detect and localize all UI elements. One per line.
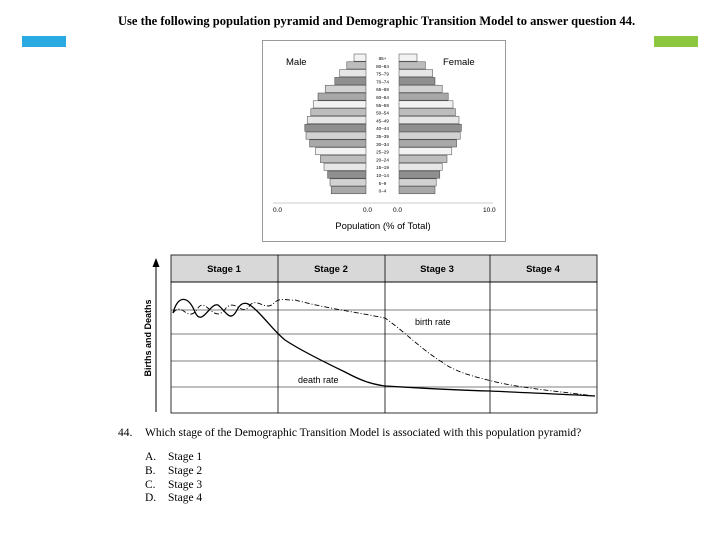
age-group-label: 0–4	[378, 188, 387, 194]
option-letter: A.	[145, 451, 157, 463]
option-text: Stage 2	[168, 465, 203, 477]
answer-option-b[interactable]	[145, 465, 202, 477]
age-group-label: 80–84	[376, 63, 389, 69]
answer-option-c[interactable]	[145, 479, 202, 491]
male-bar	[335, 77, 366, 84]
female-bar	[399, 109, 455, 116]
male-bar	[328, 171, 366, 178]
female-bar	[399, 163, 442, 170]
male-bar	[306, 132, 366, 139]
age-group-label: 20–24	[376, 157, 389, 163]
age-group-label: 55–59	[376, 102, 389, 108]
option-text: Stage 1	[168, 451, 203, 463]
male-bar	[331, 187, 366, 194]
population-pyramid	[262, 40, 506, 242]
female-bar	[399, 62, 425, 69]
female-bar	[399, 171, 440, 178]
age-group-label: 75–79	[376, 71, 389, 77]
option-text: Stage 4	[168, 492, 203, 504]
pyramid-chart	[263, 41, 505, 241]
option-letter: D.	[145, 492, 157, 504]
male-bar	[310, 140, 366, 147]
age-group-label: 25–29	[376, 149, 389, 155]
stage-4-label: Stage 4	[526, 264, 560, 275]
answer-option-a[interactable]	[145, 451, 202, 463]
age-group-label: 30–34	[376, 141, 389, 147]
stage-1-label: Stage 1	[207, 264, 241, 275]
x-tick-left-inner: 0.0	[363, 207, 373, 214]
age-group-label: 35–39	[376, 134, 389, 139]
female-bar	[399, 179, 436, 186]
male-bar	[325, 85, 366, 92]
age-group-label: 5–9	[378, 180, 387, 186]
age-group-label: 15–19	[376, 165, 389, 171]
age-group-label: 45–49	[376, 118, 389, 124]
female-bar	[399, 77, 435, 84]
y-axis-arrow-icon	[153, 258, 160, 267]
male-bar	[313, 101, 366, 108]
male-bar	[324, 163, 366, 170]
age-group-label: 60–64	[376, 95, 389, 100]
age-group-label: 65–69	[376, 87, 389, 93]
y-axis-label: Births and Deaths	[143, 299, 153, 377]
option-letter: B.	[145, 465, 156, 477]
x-axis-label: Population (% of Total)	[335, 221, 431, 232]
female-bar	[399, 124, 461, 131]
page-heading: Use the following population pyramid and Demographic Transition Model to answer question 44.	[118, 14, 636, 28]
male-bar	[318, 93, 366, 100]
female-bar	[399, 85, 442, 92]
female-bar	[399, 140, 457, 147]
female-bar	[399, 70, 433, 77]
age-group-label: 40–44	[376, 126, 389, 132]
death-rate-line	[173, 299, 595, 396]
question-44	[118, 427, 581, 439]
male-bar	[347, 62, 366, 69]
female-bar	[399, 54, 417, 61]
age-group-label: 10–14	[376, 173, 389, 178]
option-letter: C.	[145, 479, 156, 491]
female-bar	[399, 116, 459, 123]
female-bar	[399, 132, 460, 139]
female-bar	[399, 148, 452, 155]
female-bar	[399, 93, 448, 100]
stage-2-label: Stage 2	[314, 264, 348, 275]
male-bar	[305, 124, 366, 131]
age-group-label: 70–74	[376, 79, 389, 85]
x-tick-right-outer: 10.0	[483, 207, 496, 214]
dtm-chart	[130, 250, 605, 420]
male-bar	[307, 116, 366, 123]
option-text: Stage 3	[168, 479, 203, 491]
answer-option-d[interactable]	[145, 492, 202, 504]
female-bar	[399, 101, 453, 108]
male-bar	[330, 179, 366, 186]
x-tick-left-outer: 0.0	[273, 207, 283, 214]
male-bar	[354, 54, 366, 61]
male-bar	[311, 109, 366, 116]
stage-3-label: Stage 3	[420, 264, 454, 275]
question-number: 44.	[118, 427, 133, 439]
male-bar	[320, 155, 366, 162]
question-text: Which stage of the Demographic Transition Model is associated with this population pyramid?	[145, 427, 582, 439]
age-group-label: 85+	[378, 56, 387, 61]
female-label: Female	[443, 57, 475, 68]
birth-rate-line	[173, 299, 595, 396]
death-rate-label: death rate	[298, 375, 339, 385]
male-bar	[316, 148, 366, 155]
age-group-label: 50–54	[376, 110, 389, 116]
right-accent-bar	[654, 36, 698, 47]
x-tick-right-inner: 0.0	[393, 207, 403, 214]
male-label: Male	[286, 57, 307, 68]
male-bar	[340, 70, 366, 77]
left-accent-bar	[22, 36, 66, 47]
birth-rate-label: birth rate	[415, 317, 451, 327]
female-bar	[399, 187, 435, 194]
female-bar	[399, 155, 447, 162]
